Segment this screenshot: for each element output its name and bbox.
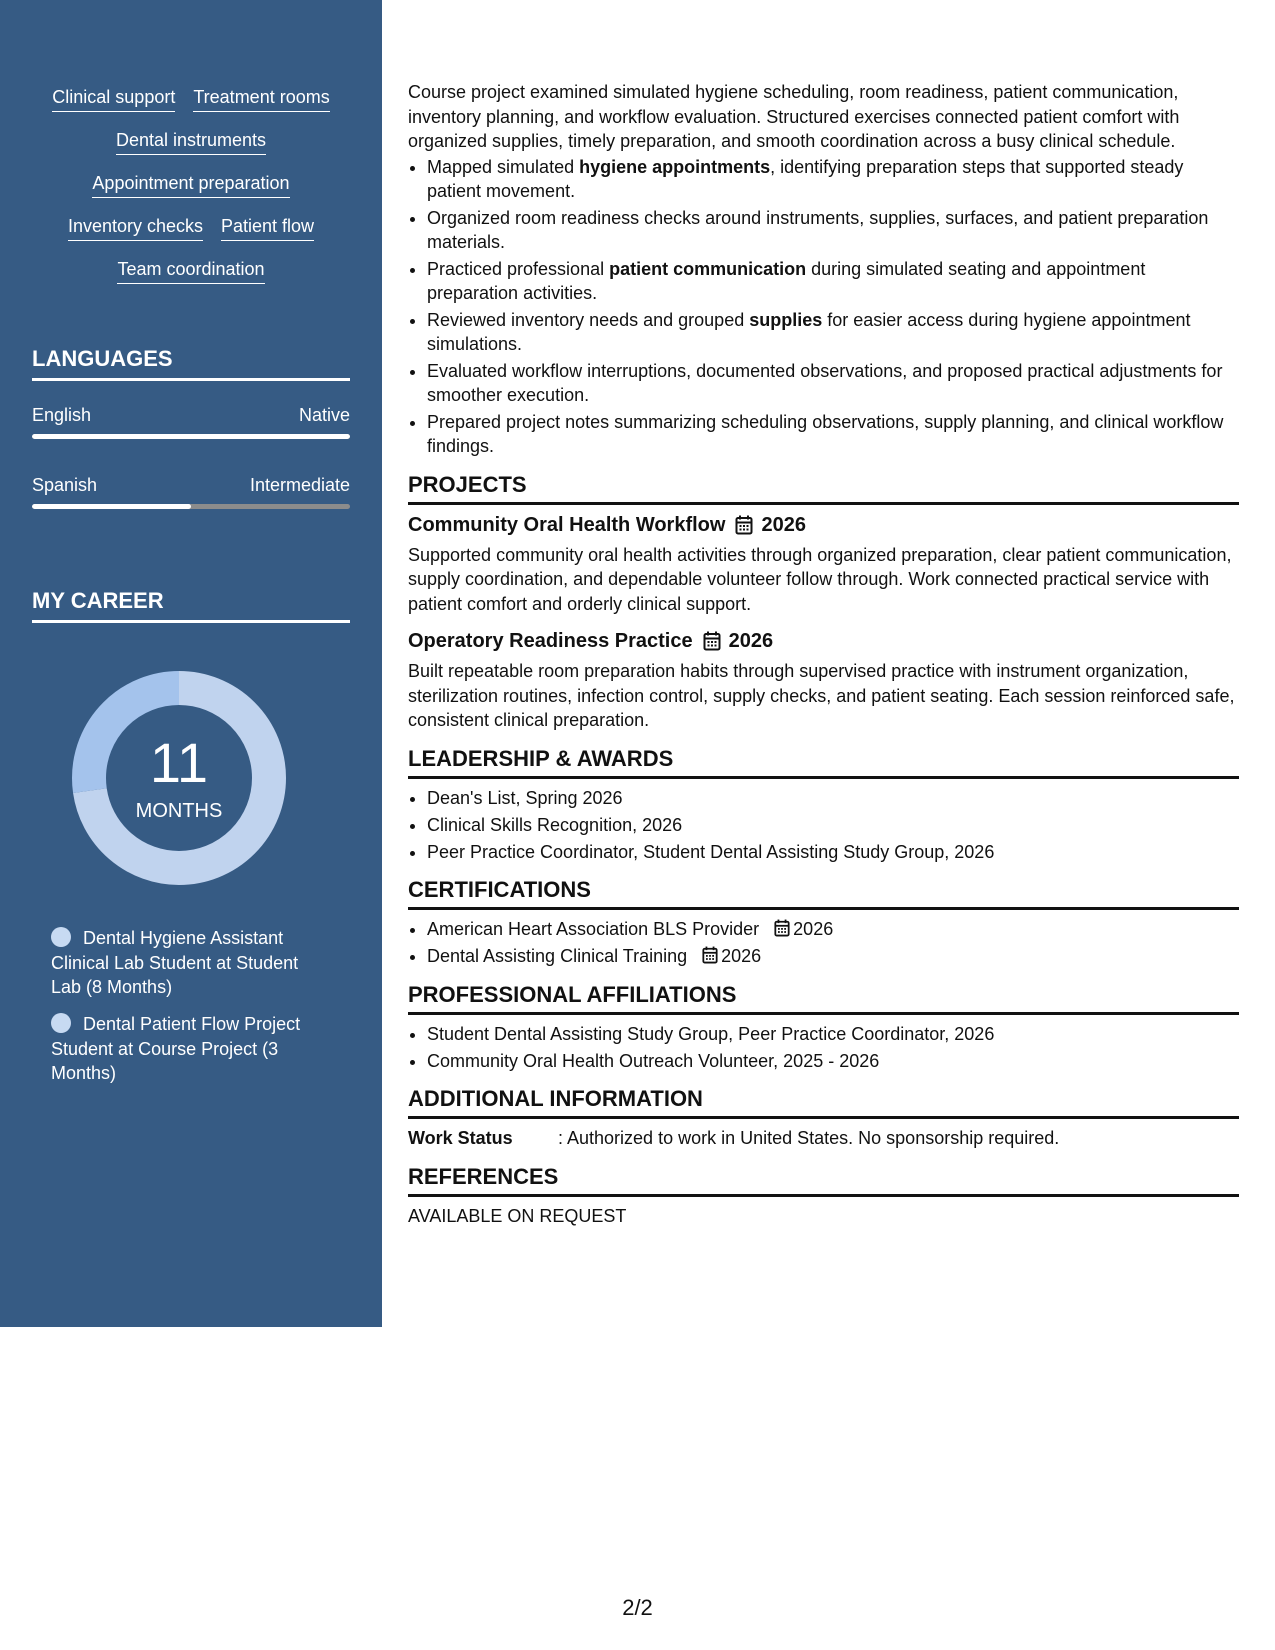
affiliation-item: • Student Dental Assisting Study Group, Peer Practice Coordinator, 2026	[427, 1022, 1239, 1047]
calendar-icon	[703, 631, 721, 651]
award-item: • Clinical Skills Recognition, 2026	[427, 813, 1239, 838]
intro-bullet: • Practiced professional patient communication during simulated seating and appointment preparation activities.	[427, 257, 1239, 306]
certification-item: • Dental Assisting Clinical Training 2026	[427, 944, 1239, 969]
references-text: AVAILABLE ON REQUEST	[408, 1205, 627, 1226]
intro-paragraph: Course project examined simulated hygiene scheduling, room readiness, patient communication, inventory planning, and workflow evaluation. Structured exercises connected patient comfort with organized supplies, timely preparation, and smooth coordination across a busy clinical schedule.	[408, 82, 1180, 151]
work-status-row	[408, 1126, 1239, 1151]
certifications-list	[408, 917, 1239, 969]
main-content	[408, 80, 1239, 1228]
award-item: • Dean's List, Spring 2026	[427, 786, 1239, 811]
certification-item: • American Heart Association BLS Provider 2026	[427, 917, 1239, 942]
projects-heading: PROJECTS	[408, 472, 1239, 505]
project-description: Supported community oral health activities through organized preparation, clear patient communication, supply coordination, and dependable volunteer follow through. Work connected practical service with patient comfort and orderly clinical support.	[408, 544, 1232, 614]
skill-tag: Dental instruments	[116, 129, 266, 155]
additional-info-heading: ADDITIONAL INFORMATION	[408, 1086, 1239, 1119]
language-bar-spanish	[32, 504, 350, 509]
certification-year: 2026	[721, 946, 762, 966]
skill-tag: Patient flow	[221, 215, 314, 241]
references-heading: REFERENCES	[408, 1164, 1239, 1197]
skill-tag: Inventory checks	[68, 215, 203, 241]
language-fill	[32, 504, 191, 509]
career-total-unit: MONTHS	[135, 800, 223, 822]
career-heading: MY CAREER	[32, 588, 350, 623]
page-number: 2/2	[622, 1595, 653, 1620]
language-level: Intermediate	[249, 475, 350, 495]
skill-tag: Appointment preparation	[92, 172, 289, 198]
skill-tag: Clinical support	[52, 86, 175, 112]
intro-bullets	[408, 155, 1239, 459]
project-year: 2026	[728, 630, 774, 652]
skills-list	[0, 86, 382, 284]
affiliation-item: • Community Oral Health Outreach Volunteer, 2025 - 2026	[427, 1049, 1239, 1074]
language-name: English	[32, 405, 92, 425]
intro-bullet: • Organized room readiness checks around instruments, supplies, surfaces, and patient preparation materials.	[427, 206, 1239, 255]
career-item-text: Dental Patient Flow Project Student at Course Project (3 Months)	[51, 1014, 301, 1083]
intro-bullet: • Prepared project notes summarizing scheduling observations, supply planning, and clinical workflow findings.	[427, 410, 1239, 459]
career-dot-icon	[51, 1013, 71, 1033]
project-title: Community Oral Health Workflow 2026	[408, 513, 806, 536]
career-item-text: Dental Hygiene Assistant Clinical Lab Student at Student Lab (8 Months)	[51, 928, 299, 997]
career-item	[51, 1012, 321, 1086]
work-status-label: Work Status	[408, 1128, 513, 1148]
language-fill	[32, 434, 350, 439]
language-row-english	[32, 404, 350, 426]
affiliations-list	[408, 1022, 1239, 1074]
career-total-number: 11	[149, 731, 209, 794]
skill-tag: Treatment rooms	[193, 86, 329, 112]
calendar-icon	[735, 515, 753, 535]
intro-bullet: • Evaluated workflow interruptions, documented observations, and proposed practical adjustments for smoother execution.	[427, 359, 1239, 408]
certifications-heading: CERTIFICATIONS	[408, 877, 1239, 910]
language-name: Spanish	[32, 475, 98, 495]
skill-tag: Team coordination	[117, 258, 264, 284]
intro-bullet: • Mapped simulated hygiene appointments, identifying preparation steps that supported steady patient movement.	[427, 155, 1239, 204]
project-year: 2026	[761, 513, 806, 536]
languages-heading: LANGUAGES	[32, 346, 350, 381]
intro-bullet: • Reviewed inventory needs and grouped supplies for easier access during hygiene appointment simulations.	[427, 308, 1239, 357]
language-level: Native	[298, 405, 350, 425]
language-row-spanish	[32, 474, 350, 496]
career-dot-icon	[51, 927, 71, 947]
work-status-value: : Authorized to work in United States. No sponsorship required.	[558, 1128, 1060, 1148]
award-item: • Peer Practice Coordinator, Student Dental Assisting Study Group, 2026	[427, 840, 1239, 865]
calendar-icon	[702, 946, 718, 964]
awards-heading: LEADERSHIP & AWARDS	[408, 746, 1239, 779]
awards-list	[408, 786, 1239, 865]
affiliations-heading: PROFESSIONAL AFFILIATIONS	[408, 982, 1239, 1015]
project-title: Operatory Readiness Practice 2026	[408, 630, 774, 652]
language-bar-english	[32, 434, 350, 439]
career-item	[51, 926, 321, 1000]
calendar-icon	[774, 919, 790, 937]
certification-year: 2026	[793, 919, 834, 939]
project-description: Built repeatable room preparation habits through supervised practice with instrument organization, sterilization routines, infection control, supply checks, and patient seating. Each session reinforced safe, consistent clinical preparation.	[408, 661, 1235, 730]
sidebar	[0, 0, 382, 1327]
